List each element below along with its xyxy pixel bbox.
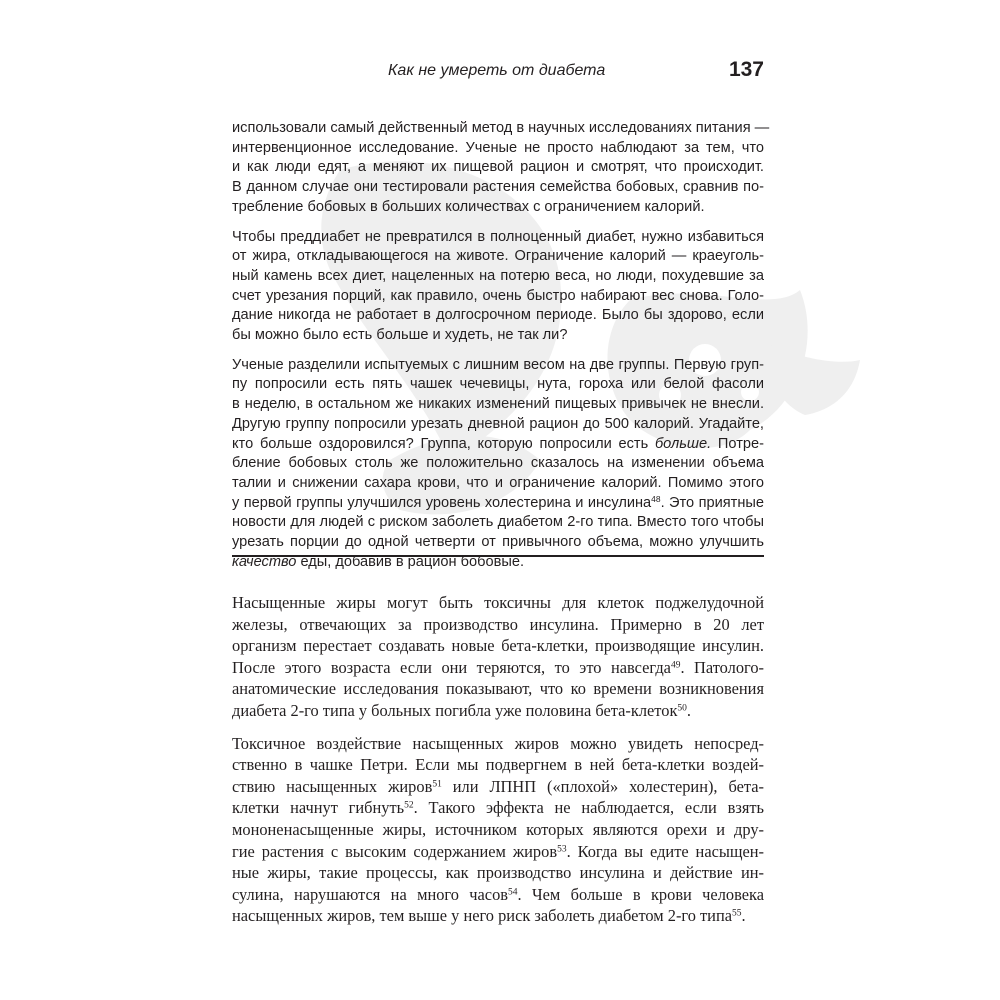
running-header — [232, 58, 764, 88]
text-span: . — [686, 700, 692, 720]
text-line: урезать порции до одной четверти от привычного объема, можно улучшить — [232, 534, 764, 551]
text-line: анатомические исследования показывают, что ко времени возникновения — [232, 679, 764, 699]
text-span: у первой группы улучшился уровень холестерина и инсулина — [232, 494, 652, 511]
footnote-ref: 50 — [677, 703, 687, 714]
text-span: ствию насыщенных жиров — [232, 776, 433, 796]
text-line: ные жиры, такие процессы, как производство инсулина и действие ин- — [232, 863, 764, 883]
text-line: новости для людей с риском заболеть диабетом 2-го типа. Вместо того чтобы — [232, 514, 764, 531]
text-line — [232, 494, 764, 514]
text-line: счет урезания порций, как правило, очень быстро набирают вес снова. Голо- — [232, 287, 764, 304]
text-span: . Это приятные — [660, 494, 765, 511]
text-line — [232, 797, 764, 819]
footnote-ref: 48 — [651, 493, 661, 504]
text-line: ственно в чашке Петри. Если мы подвергнем в ней бета-клетки воздей- — [232, 755, 764, 775]
text-span: еды, добавив в рацион бобовые. — [296, 553, 524, 570]
sidebar-box — [232, 119, 770, 572]
text-span: После этого возраста если они теряются, то это навсегда — [232, 657, 671, 677]
main-text — [232, 592, 764, 938]
footnote-ref: 54 — [508, 887, 518, 898]
text-line: Насыщенные жиры могут быть токсичны для клеток поджелудочной — [232, 593, 764, 612]
text-line — [232, 776, 764, 798]
text-line: в неделю, в остальном же никаких изменений пищевых привычек не внесли. — [232, 396, 764, 413]
text-span: . — [741, 906, 746, 926]
text-line: бы можно было есть больше и худеть, не так ли? — [232, 327, 568, 344]
text-line: использовали самый действенный метод в научных исследованиях питания — — [232, 120, 770, 136]
text-line: бление бобовых столь же положительно сказалось на изменении объема — [232, 455, 764, 472]
text-line: дание никогда не работает в долгосрочном периоде. Было бы здорово, если — [232, 307, 764, 324]
text-span: или ЛПНП («плохой» холестерин), бета- — [441, 776, 764, 796]
text-line: Чтобы преддиабет не превратился в полноценный диабет, нужно избавиться — [232, 228, 764, 245]
sidebar-paragraph-3 — [232, 356, 764, 573]
sidebar-paragraph-2 — [232, 228, 764, 346]
text-span: сулина, нарушаются на много часов — [232, 884, 509, 904]
text-span: клетки начнут гибнуть — [232, 798, 405, 818]
footnote-ref: 53 — [557, 843, 567, 854]
body-paragraph-2 — [232, 733, 764, 927]
text-line: В данном случае они тестировали растения семейства бобовых, сравнив по- — [232, 179, 764, 196]
text-span: . Патолого- — [680, 657, 764, 677]
text-line — [232, 884, 764, 906]
sidebar-paragraph-1 — [232, 119, 770, 218]
text-line — [232, 657, 764, 679]
text-line: интервенционное исследование. Ученые не просто наблюдают за тем, что — [232, 139, 764, 156]
text-span: . Такого эффекта не наблюдается, если взять — [413, 798, 764, 818]
text-span: . Когда вы едите насыщен- — [566, 841, 765, 861]
running-title: Как не умереть от диабета — [388, 62, 606, 79]
text-span: насыщенных жиров, тем выше у него риск заболеть диабетом 2-го типа — [232, 906, 732, 926]
emphasis: больше. — [654, 435, 712, 452]
text-line: и как люди едят, а меняют их пищевой рацион и смотрят, что происходит. — [232, 159, 764, 176]
text-line — [232, 435, 764, 455]
text-line: ный камень всех диет, нацеленных на потерю веса, но люди, похудевшие за — [232, 267, 764, 284]
footnote-ref: 51 — [432, 779, 442, 790]
page-number: 137 — [728, 58, 764, 81]
text-line: требление бобовых в больших количествах с ограничением калорий. — [232, 198, 705, 215]
text-line — [232, 841, 764, 863]
text-line: Токсичное воздействие насыщенных жиров можно увидеть непосред- — [232, 733, 764, 753]
text-line — [232, 905, 764, 927]
emphasis: качество — [232, 553, 297, 570]
footnote-ref: 52 — [404, 800, 414, 811]
text-span: диабета 2-го типа у больных погибла уже половина бета-клеток — [232, 700, 678, 720]
text-line: от жира, откладывающегося на животе. Ограничение калорий — краеуголь- — [232, 248, 764, 265]
sidebar-divider — [232, 555, 764, 557]
text-span: гие растения с высоким содержанием жиров — [232, 841, 558, 861]
body-paragraph-1 — [232, 592, 764, 722]
text-span: кто больше оздоровился? Группа, которую попросили есть — [232, 435, 655, 452]
text-line: Другую группу попросили урезать дневной рацион до 500 калорий. Угадайте, — [232, 415, 764, 432]
text-span: Потре- — [711, 435, 764, 452]
text-line: талии и снижении сахара крови, что и ограничение калорий. Помимо этого — [232, 474, 764, 491]
text-line: организм перестает создавать новые бета-клетки, производящие инсулин. — [232, 636, 764, 656]
text-span: . Чем больше в крови человека — [517, 884, 764, 904]
footnote-ref: 55 — [732, 908, 742, 919]
text-line: мононенасыщенные жиры, источником которых являются орехи и дру- — [232, 819, 764, 839]
text-line: пу попросили есть пять чашек чечевицы, нута, гороха или белой фасоли — [232, 376, 764, 393]
text-line — [232, 700, 764, 722]
footnote-ref: 49 — [670, 660, 681, 671]
text-line: железы, отвечающих за производство инсулина. Примерно в 20 лет — [232, 614, 764, 634]
text-line: Ученые разделили испытуемых с лишним весом на две группы. Первую груп- — [232, 356, 764, 373]
